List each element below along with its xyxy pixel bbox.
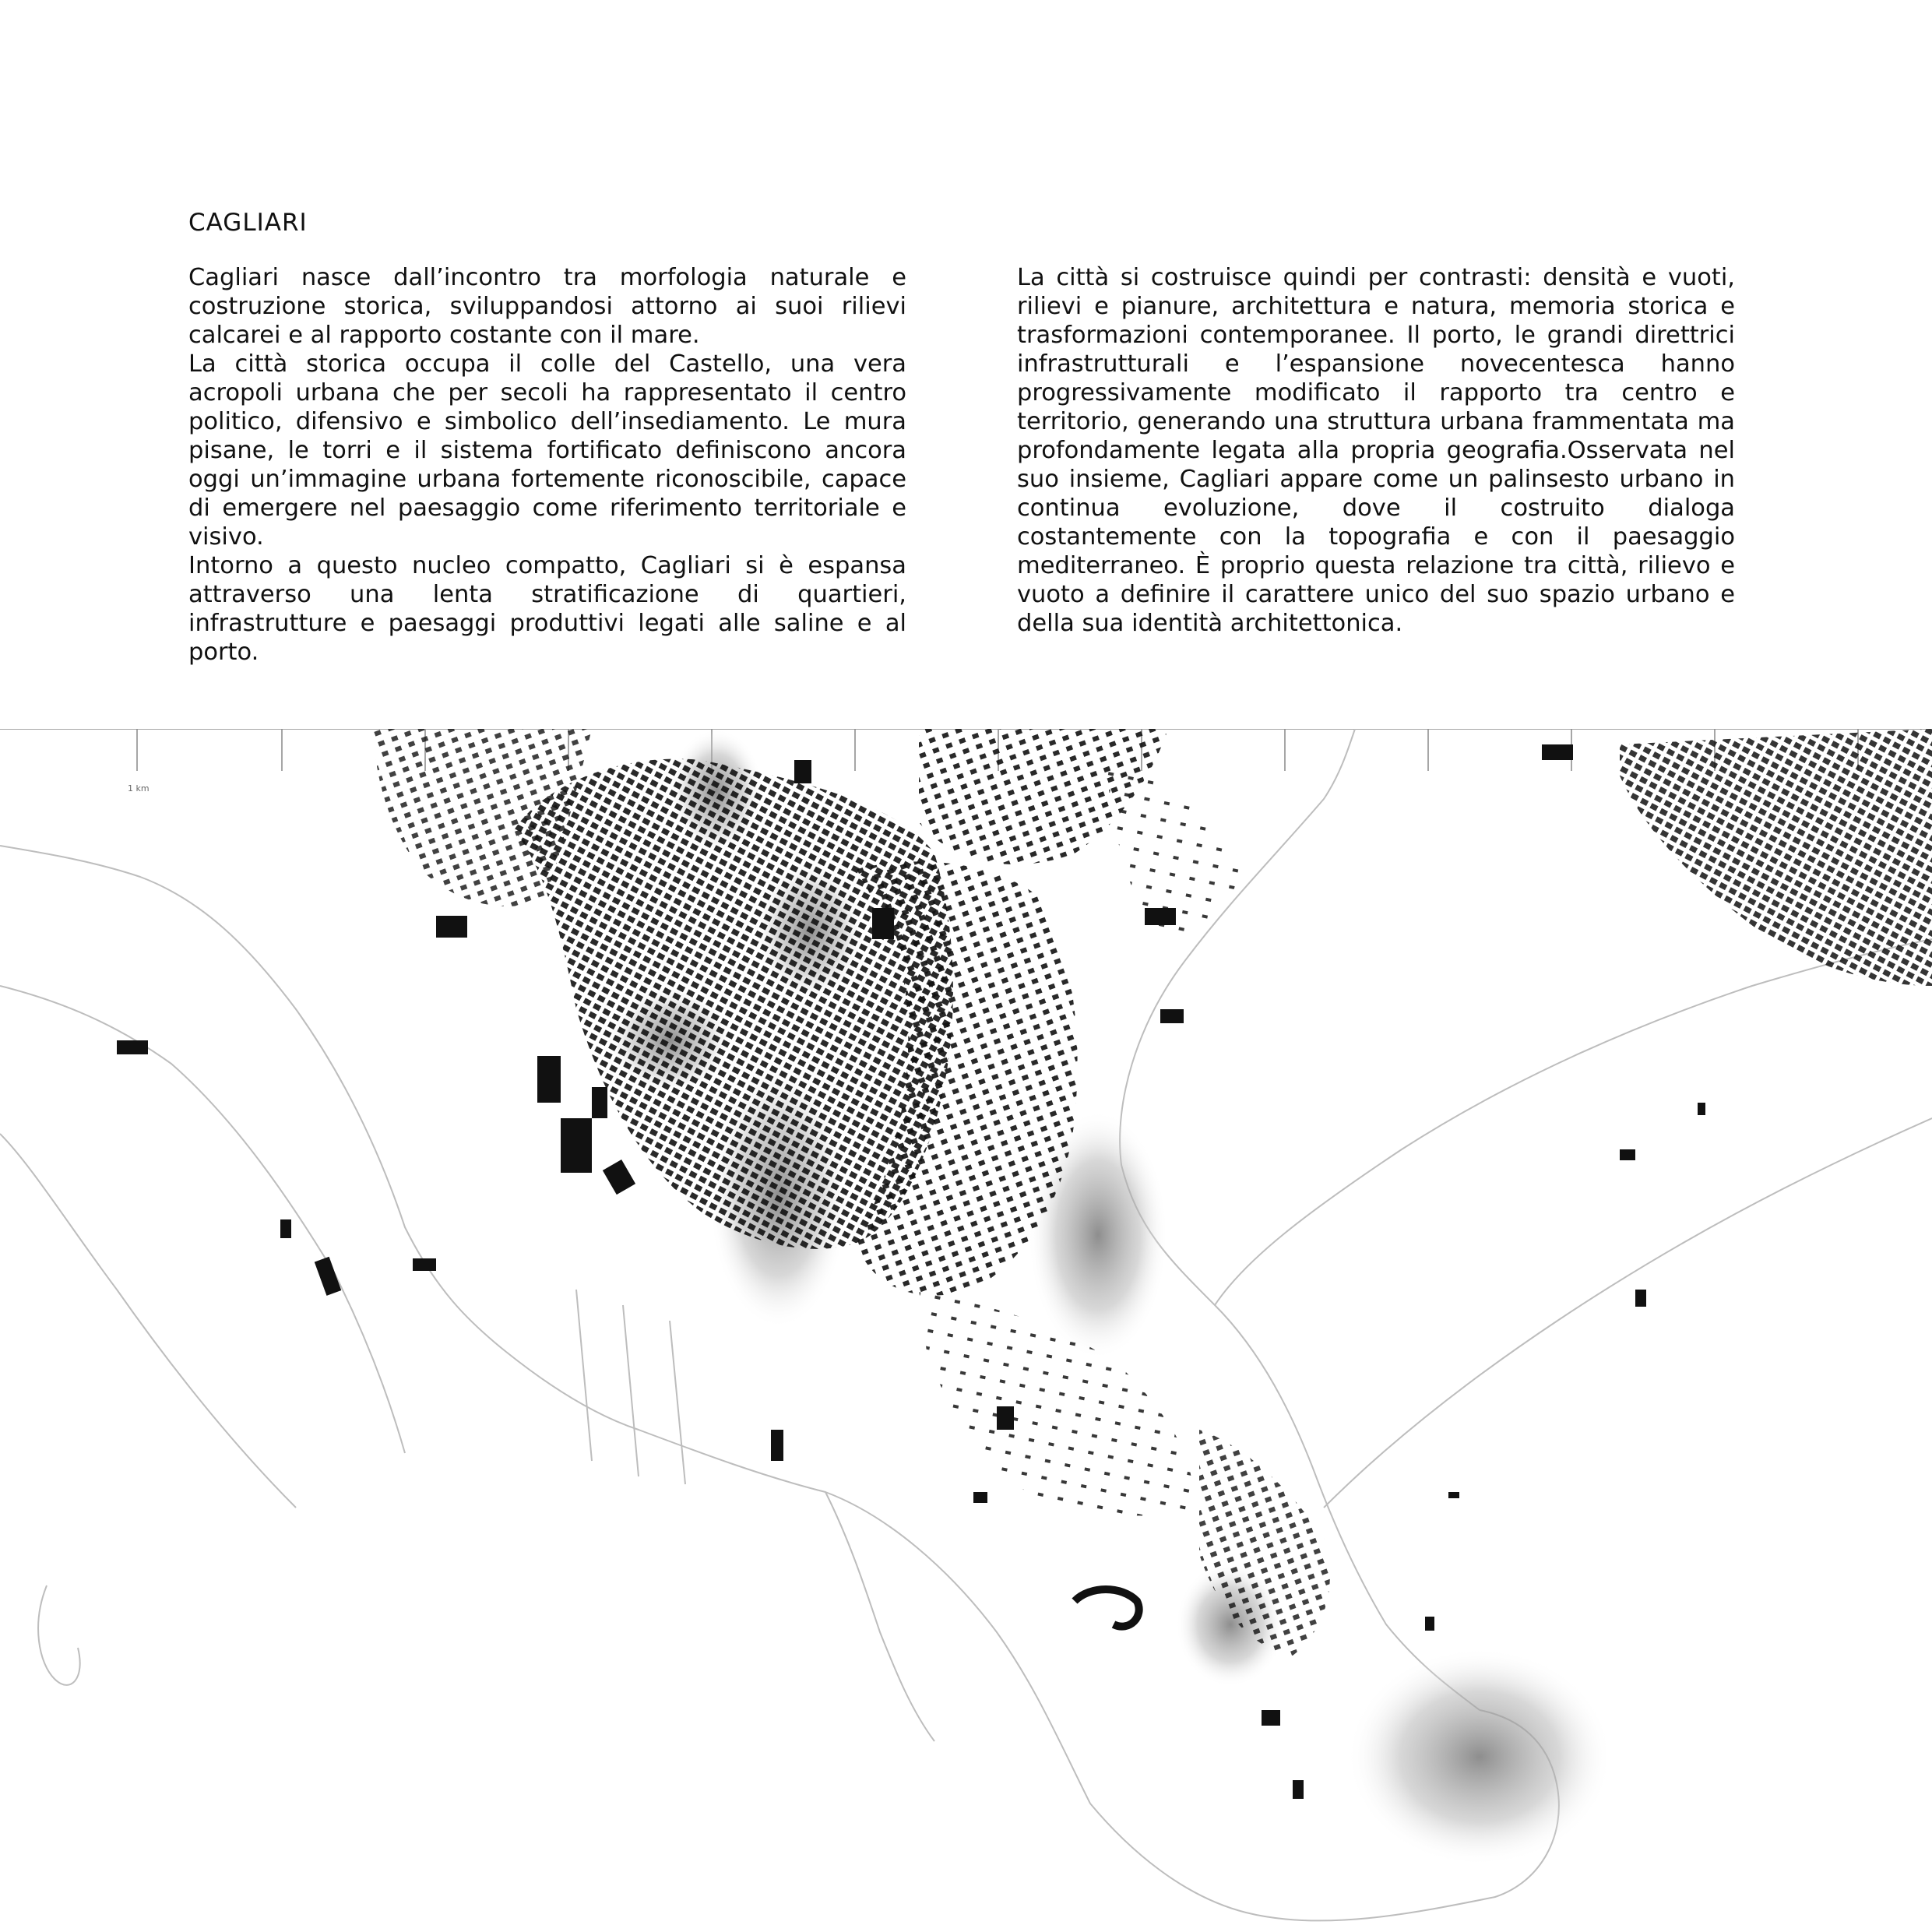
text-column-left [188, 263, 906, 667]
scale-label: 1 km [128, 783, 150, 794]
page-title: CAGLIARI [188, 209, 308, 237]
paragraph: La città storica occupa il colle del Castello, una vera acropoli urbana che per secoli ha rappresentato il centro politico, difensivo e simbolico dell’insediamento. Le mura pisane, le torri e il sistema fortificato definiscono ancora oggi un’immagine urbana fortemente riconoscibile, capace di emergere nel paesaggio come riferimento territoriale e visivo. [188, 350, 906, 551]
paragraph: Intorno a questo nucleo compatto, Cagliari si è espansa attraverso una lenta stratificazione di quartieri, infrastrutture e paesaggi produttivi legati alle saline e al porto. [188, 552, 906, 666]
stadium-curve [1075, 1589, 1139, 1627]
text-column-right [1017, 263, 1735, 638]
city-figure-ground-map [0, 729, 1932, 1932]
paragraph: La città si costruisce quindi per contrasti: densità e vuoti, rilievi e pianure, architettura e natura, memoria storica e trasformazioni contemporanee. Il porto, le grandi direttrici infrastrutturali e l’espansione novecentesca hanno progressivamente modificato il rapporto tra centro e territorio, generando una struttura urbana frammentata ma profondamente legata alla propria geografia.Osservata nel suo insieme, Cagliari appare come un palinsesto urbano in continua evoluzione, dove il costruito dialoga costantemente con la topografia e con il paesaggio mediterraneo. È proprio questa relazione tra città, rilievo e vuoto a definire il carattere unico del suo spazio urbano e della sua identità architettonica. [1017, 264, 1735, 637]
paragraph: Cagliari nasce dall’incontro tra morfologia naturale e costruzione storica, sviluppandosi attorno ai suoi rilievi calcarei e al rapporto costante con il mare. [188, 264, 906, 349]
